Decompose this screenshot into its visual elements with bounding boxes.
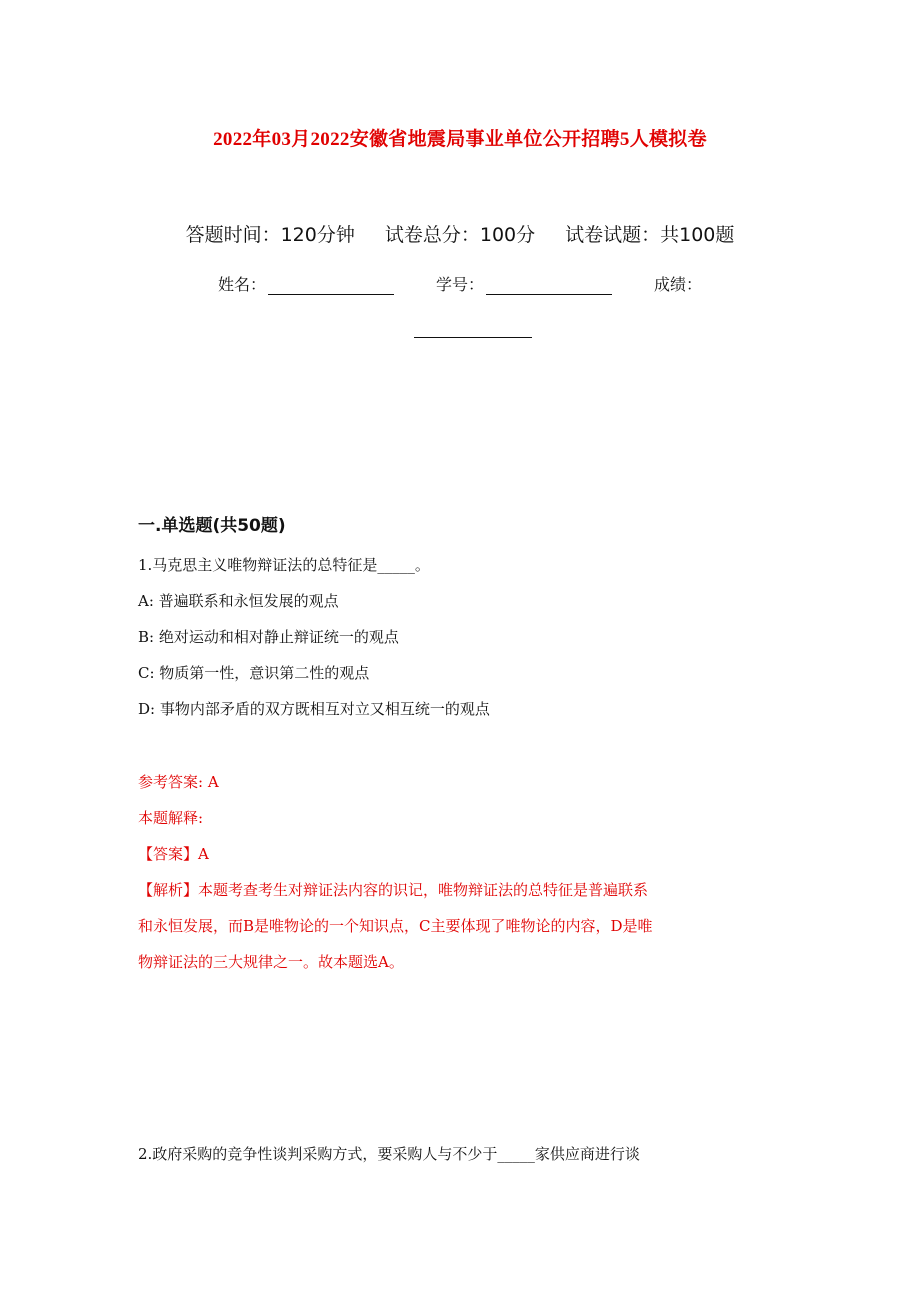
question-1-analysis-line: 【解析】本题考查考生对辩证法内容的识记，唯物辩证法的总特征是普遍联系 xyxy=(138,881,649,899)
name-label: 姓名： xyxy=(217,275,266,294)
question-1-answer-tag: 【答案】A xyxy=(138,845,209,863)
question-1-analysis-line: 物辩证法的三大规律之一。故本题选A。 xyxy=(138,953,404,971)
question-1-answer: 参考答案: A xyxy=(138,773,219,791)
exam-time: 答题时间：120分钟 xyxy=(185,224,355,246)
question-1-stem: 1.马克思主义唯物辩证法的总特征是_____。 xyxy=(138,556,430,574)
exam-info xyxy=(0,220,920,247)
question-1-analysis-line: 和永恒发展，而B是唯物论的一个知识点，C主要体现了唯物论的内容，D是唯 xyxy=(138,917,653,935)
exam-total-score: 试卷总分：100分 xyxy=(384,224,536,246)
question-1-explain-label: 本题解释: xyxy=(138,809,204,827)
id-label: 学号： xyxy=(435,275,484,294)
score-label: 成绩： xyxy=(654,275,703,294)
id-blank[interactable] xyxy=(486,276,612,295)
name-blank[interactable] xyxy=(268,276,394,295)
question-2-stem: 2.政府采购的竞争性谈判采购方式，要采购人与不少于_____家供应商进行谈 xyxy=(138,1145,640,1163)
section-heading: 一.单选题(共50题) xyxy=(138,516,286,536)
page-title: 2022年03月2022安徽省地震局事业单位公开招聘5人模拟卷 xyxy=(213,129,707,150)
exam-question-count: 试卷试题：共100题 xyxy=(565,224,735,246)
question-1-option-c: C: 物质第一性，意识第二性的观点 xyxy=(138,664,370,682)
question-1-option-b: B: 绝对运动和相对静止辩证统一的观点 xyxy=(138,628,399,646)
question-1-option-a: A: 普遍联系和永恒发展的观点 xyxy=(138,592,339,610)
score-blank[interactable] xyxy=(414,337,532,338)
student-fields xyxy=(0,272,920,295)
question-1-option-d: D: 事物内部矛盾的双方既相互对立又相互统一的观点 xyxy=(138,700,490,718)
